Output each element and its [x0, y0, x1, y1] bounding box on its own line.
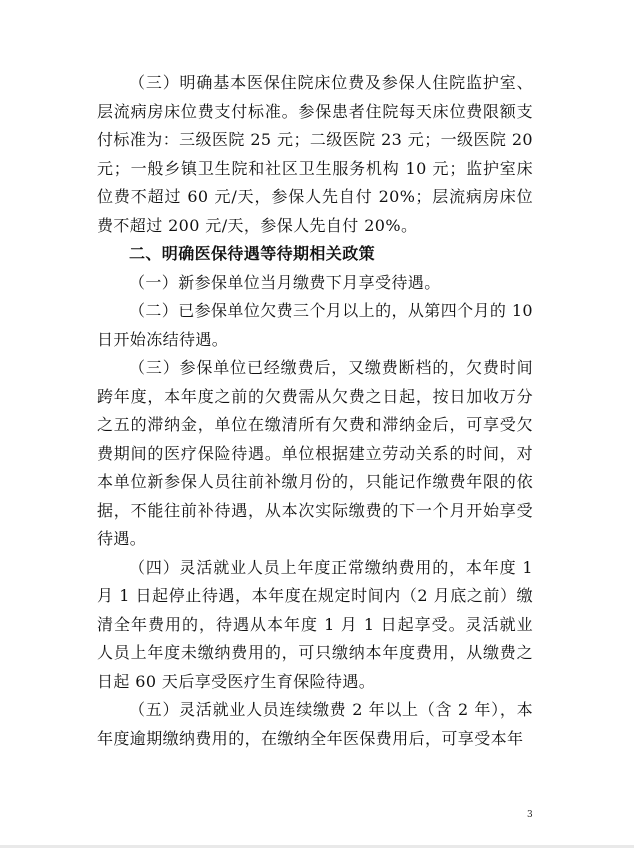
page-number: 3: [527, 810, 533, 820]
section-heading-waiting-period: 二、明确医保待遇等待期相关政策: [129, 244, 376, 263]
document-body: [97, 69, 533, 753]
paragraph-new-unit: （一）新参保单位当月缴费下月享受待遇。: [129, 272, 441, 292]
paragraph-bed-fee-standard: （三）明确基本医保住院床位费及参保人住院监护室、层流病房床位费支付标准。参保患者住院每天床位费限额支付标准为：三级医院 25 元；二级医院 23 元；一级医院 20 元；一般乡镇卫生院和社区卫生服务机构 10 元；监护室床位费不超过 60 元/天，参保人先自付 20%；层流病房床位费不超过 200 元/天，参保人先自付 20%。: [97, 73, 533, 235]
paragraph-arrears-freeze: （二）已参保单位欠费三个月以上的，从第四个月的 10 日开始冻结待遇。: [97, 301, 533, 349]
paragraph-continuous-payment: （五）灵活就业人员连续缴费 2 年以上（含 2 年），本年度逾期缴纳费用的，在缴纳全年医保费用后，可享受本年: [97, 700, 533, 748]
paragraph-flexible-employment: （四）灵活就业人员上年度正常缴纳费用的，本年度 1 月 1 日起停止待遇，本年度在规定时间内（2 月底之前）缴清全年费用的，待遇从本年度 1 月 1 日起享受。灵活就业人员上年度未缴纳费用的，可只缴纳本年度费用，从缴费之日起 60 天后享受医疗生育保险待遇。: [97, 557, 533, 691]
paragraph-payment-gap: （三）参保单位已经缴费后，又缴费断档的，欠费时间跨年度，本年度之前的欠费需从欠费之日起，按日加收万分之五的滞纳金，单位在缴清所有欠费和滞纳金后，可享受欠费期间的医疗保险待遇。单位根据建立劳动关系的时间，对本单位新参保人员往前补缴月份的，只能记作缴费年限的依据，不能往前补待遇，从本次实际缴费的下一个月开始享受待遇。: [97, 358, 533, 548]
